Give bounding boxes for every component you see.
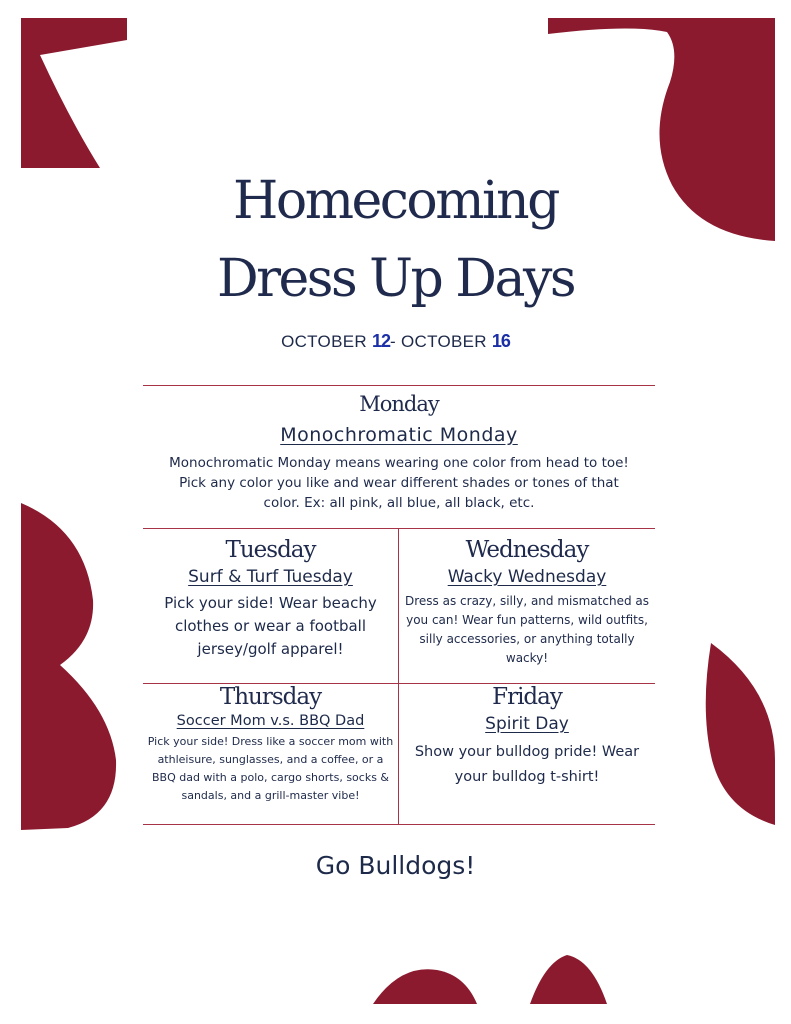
right-middle-shape bbox=[706, 643, 775, 825]
desc-tuesday: Pick your side! Wear beachy clothes or wear a football jersey/golf apparel! bbox=[164, 594, 377, 659]
desc-thursday: Pick your side! Dress like a soccer mom with athleisure, sunglasses, and a coffee, or a BBQ dad with a polo, cargo shorts, socks & sandals, and a grill-master vibe! bbox=[147, 735, 394, 803]
desc-friday: Show your bulldog pride! Wear your bulldog t-shirt! bbox=[414, 744, 640, 786]
day-tuesday: Tuesday bbox=[225, 537, 316, 563]
title-line-2: Dress Up Days bbox=[216, 249, 575, 309]
bottom-right-shape bbox=[530, 955, 607, 1004]
desc-monday: Monochromatic Monday means wearing one color from head to toe! Pick any color you like and wear different shades or tones of that color. Ex: all pink, all blue, all black, etc. bbox=[169, 454, 629, 511]
date-prefix: OCTOBER bbox=[281, 332, 372, 351]
top-left-shape bbox=[21, 18, 127, 168]
left-middle-shape bbox=[21, 503, 116, 830]
theme-monday: Monochromatic Monday bbox=[280, 424, 518, 446]
theme-friday: Spirit Day bbox=[485, 714, 569, 734]
theme-wednesday: Wacky Wednesday bbox=[447, 567, 607, 587]
date-start: 12 bbox=[371, 331, 390, 351]
rule-after-monday bbox=[143, 528, 655, 529]
tuesday-cell bbox=[143, 539, 398, 661]
bottom-left-shape bbox=[373, 969, 477, 1004]
day-friday: Friday bbox=[492, 684, 562, 710]
monday-cell bbox=[143, 394, 655, 513]
theme-tuesday: Surf & Turf Tuesday bbox=[188, 567, 353, 587]
desc-wednesday: Dress as crazy, silly, and mismatched as you can! Wear fun patterns, wild outfits, silly accessories, or anything totally wacky! bbox=[405, 594, 649, 666]
rule-bottom bbox=[143, 824, 655, 825]
thursday-cell bbox=[143, 686, 398, 805]
day-wednesday: Wednesday bbox=[465, 537, 589, 563]
date-end: 16 bbox=[491, 331, 510, 351]
date-middle: - OCTOBER bbox=[390, 332, 492, 351]
day-monday: Monday bbox=[359, 392, 439, 416]
rule-top bbox=[143, 385, 655, 386]
wednesday-cell bbox=[399, 539, 655, 668]
closing-text: Go Bulldogs! bbox=[315, 851, 476, 880]
theme-thursday: Soccer Mom v.s. BBQ Dad bbox=[176, 713, 365, 729]
date-range bbox=[0, 331, 791, 352]
title-line-1: Homecoming bbox=[233, 171, 558, 231]
friday-cell bbox=[399, 686, 655, 790]
day-thursday: Thursday bbox=[219, 684, 322, 710]
